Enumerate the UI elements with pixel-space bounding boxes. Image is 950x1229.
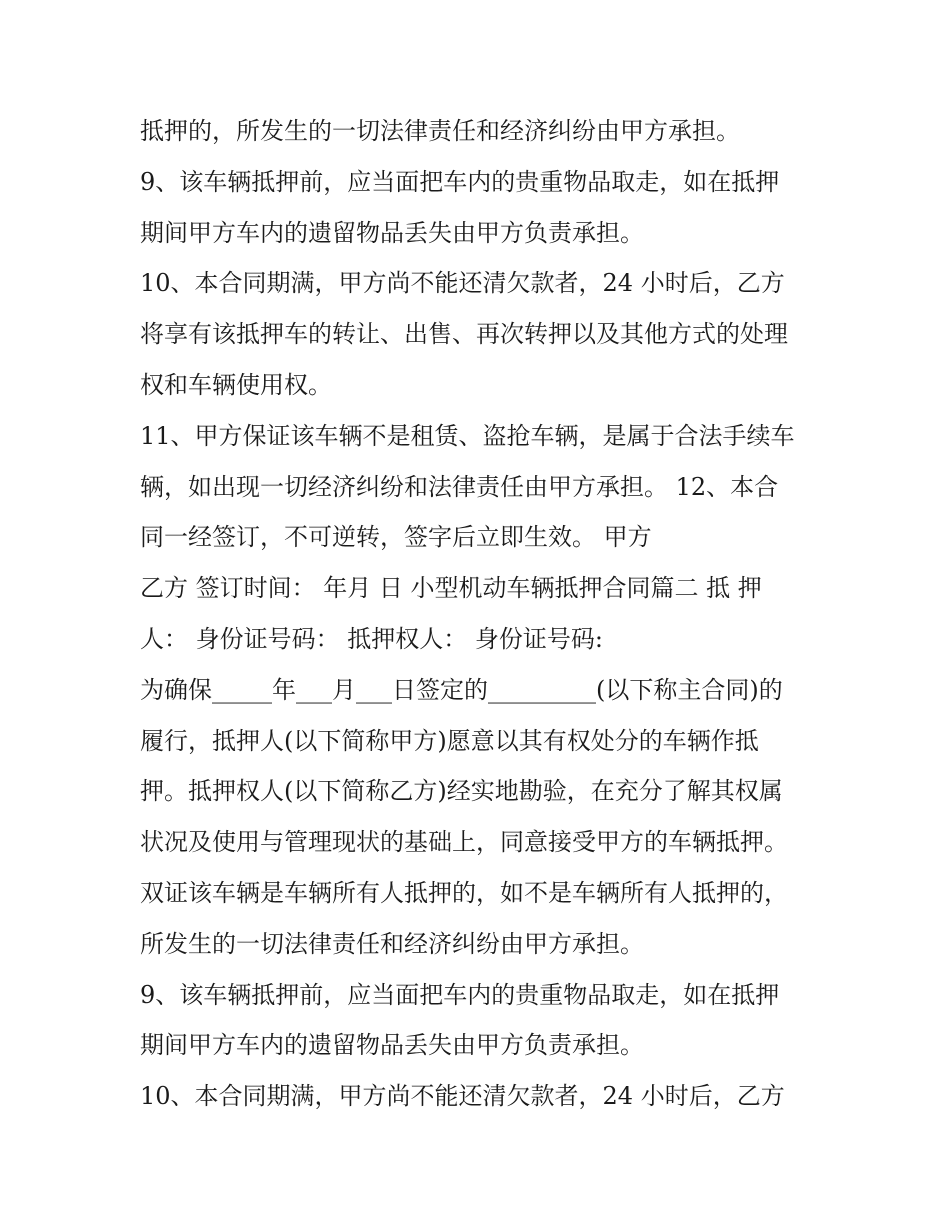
- text-line: 权和车辆使用权。: [140, 370, 332, 399]
- text-line: 所发生的一切法律责任和经济纠纷由甲方承担。: [140, 929, 644, 958]
- text-line: 10、本合同期满，甲方尚不能还清欠款者，24 小时后，乙方: [140, 269, 785, 298]
- text-line: 乙方 签订时间： 年月 日 小型机动车辆抵押合同篇二 抵 押: [140, 574, 762, 603]
- text-line: 押。抵押权人(以下简称乙方)经实地勘验，在充分了解其权属: [140, 777, 783, 806]
- text-line: 期间甲方车内的遗留物品丢失由甲方负责承担。: [140, 218, 644, 247]
- text-line: 状况及使用与管理现状的基础上，同意接受甲方的车辆抵押。: [140, 828, 788, 857]
- text-line: 期间甲方车内的遗留物品丢失由甲方负责承担。: [140, 1031, 644, 1060]
- text-line: 抵押的，所发生的一切法律责任和经济纠纷由甲方承担。: [140, 117, 740, 145]
- text-line: 双证该车辆是车辆所有人抵押的，如不是车辆所有人抵押的，: [140, 878, 788, 907]
- text-line: 9、该车辆抵押前，应当面把车内的贵重物品取走，如在抵押: [140, 167, 780, 196]
- text-line: 同一经签订，不可逆转，签字后立即生效。 甲方: [140, 523, 652, 552]
- text-line: 9、该车辆抵押前，应当面把车内的贵重物品取走，如在抵押: [140, 980, 780, 1009]
- text-line: 辆，如出现一切经济纠纷和法律责任由甲方承担。 12、本合: [140, 472, 779, 501]
- text-line: 10、本合同期满，甲方尚不能还清欠款者，24 小时后，乙方: [140, 1082, 785, 1111]
- text-line: 11、甲方保证该车辆不是租赁、盗抢车辆，是属于合法手续车: [140, 421, 795, 450]
- text-line: 履行，抵押人(以下简称甲方)愿意以其有权处分的车辆作抵: [140, 726, 759, 755]
- text-line: 人： 身份证号码： 抵押权人： 身份证号码:: [140, 624, 603, 653]
- document-body: [140, 106, 830, 1122]
- text-line: 为确保_____年___月___日签定的_________(以下称主合同)的: [140, 675, 783, 704]
- text-line: 将享有该抵押车的转让、出售、再次转押以及其他方式的处理: [140, 320, 788, 349]
